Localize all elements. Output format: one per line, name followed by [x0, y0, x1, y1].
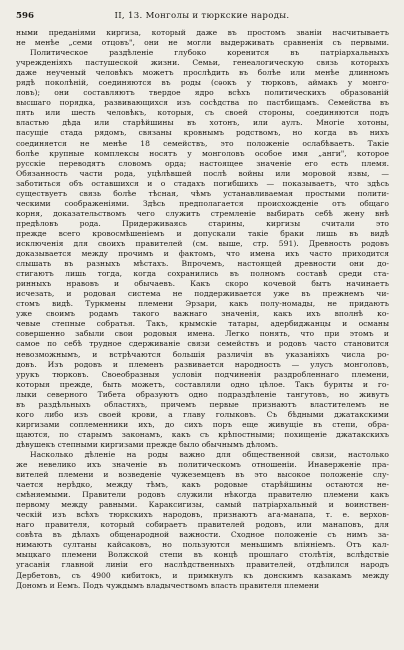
- text-line: же невелико ихъ значеніе въ политическомъ отношеніи. Инаверженіе пра-: [16, 460, 389, 470]
- text-line: исчезать, и родовая система не поддерживается уже въ прежнемъ чи-: [16, 289, 389, 299]
- text-line: не менѣе „семи отцовъ", они не могли выдерживать сравненія съ первыми.: [16, 38, 389, 48]
- text-line: ными преданіями киргиза, который даже въ простомъ званіи насчитываетъ: [16, 28, 389, 37]
- body-text: [16, 28, 389, 591]
- text-line: которыя прежде, быть можетъ, составляли одно цѣлое. Такъ буряты и го-: [16, 379, 389, 389]
- text-line: Дономъ и Еемъ. Подъ чуждымъ владычествомъ власть правителя племени: [16, 580, 320, 590]
- text-line: существуетъ связь болѣе тѣсная, чѣмъ устанавливаемая простыми полити-: [16, 188, 389, 198]
- text-line: Дербетовъ, съ 4900 кибитокъ, и примкнулъ къ донскимъ казакамъ между: [16, 570, 389, 580]
- text-line: вителей племени и возведеніе чужеземцевъ въ это высокое положеніе слу-: [16, 470, 389, 480]
- text-line: Обязанность части рода, уцѣлѣвшей послѣ войны или моровой язвы, —: [16, 168, 389, 178]
- text-line: корня, доказательствомъ чего служитъ стремленіе выбирать себѣ жену внѣ: [16, 208, 389, 218]
- text-line: совершенно забыли свои родовыя имена. Легко понять, что при этомъ и: [16, 329, 389, 339]
- text-line: урукъ тюрковъ. Своеобразныя условія подчиненія раздробленнаго племени,: [16, 369, 389, 379]
- text-line: рядѣ поколѣній, соединяются въ роды (сѳокъ у тюрковъ, аймакъ у монго-: [16, 78, 389, 88]
- text-line: Политическое раздѣленіе глубоко коренится въ патріархальныхъ: [30, 48, 389, 58]
- text-line: высшаго порядка, развивающихся изъ сосѣдства по пастбищамъ. Семейства въ: [16, 98, 389, 108]
- text-line: ловъ); они составляютъ твердое ядро всѣхъ политическихъ образованій: [16, 88, 389, 98]
- running-title: II, 13. Монголы и тюркские народы.: [114, 11, 290, 21]
- page-number: 596: [16, 11, 34, 21]
- text-line: невозможнымъ, и встрѣчаются большія различія въ указаніяхъ числа ро-: [16, 349, 389, 359]
- text-line: прежде всего кровосмѣшеніемъ и допускали такіе браки лишь въ видѣ: [16, 228, 389, 238]
- text-line: угасанія главной линіи его наслѣдственныхъ правителей, отдѣлился народъ: [16, 560, 389, 570]
- text-line: совѣта въ дѣлахъ общенародной важности. Сходное положеніе съ нимъ за-: [16, 530, 389, 540]
- text-line: уже своимъ родамъ такого важнаго значенія, какъ ихъ вполнѣ ко-: [16, 309, 389, 319]
- text-line: учрежденіяхъ пастушеской жизни. Семьи, генеалогическую связь которыхъ: [16, 58, 389, 68]
- text-line: доказывается между прочимъ и фактомъ, что имена ихъ часто приходится: [16, 249, 389, 259]
- text-line: дѣвушекъ степными киргизами прежде было обычнымъ дѣломъ.: [16, 439, 279, 449]
- text-line: чевые степные собратья. Такъ, крымскіе татары, адербиджанцы и османы: [16, 319, 389, 329]
- page-header: [16, 11, 388, 25]
- text-line: киргизами соплеменники ихъ, до сихъ поръ еще живущіе въ степи, обра-: [16, 419, 389, 429]
- text-line: наго правителя, который собираетъ правителей родовъ, или манаповъ, для: [16, 520, 389, 530]
- text-line: Насколько дѣленіе на роды важно для общественной связи, настолько: [30, 449, 389, 459]
- text-line: пасущіе стада рядомъ, связаны кровнымъ родствомъ, но когда въ нихъ: [16, 128, 389, 138]
- text-line: ческими соображеніями. Здѣсь предполагается происхожденіе отъ общаго: [16, 198, 389, 208]
- text-line: чается нерѣдко, между тѣмъ, какъ родовые старѣйшины остаются не-: [16, 480, 389, 490]
- text-line: ринныхъ нравовъ и обычаевъ. Какъ скоро кочевой бытъ начинаетъ: [16, 279, 389, 289]
- text-line: слышать въ разныхъ мѣстахъ. Впрочемъ, настоящей древности они до-: [16, 259, 389, 269]
- text-line: мыцкаго племени Волжской степи въ концѣ прошлаго столѣтія, вслѣдствіе: [16, 550, 389, 560]
- text-line: соединяется не менѣе 18 семействъ, это положеніе ослабѣваетъ. Такіе: [16, 138, 389, 148]
- text-line: даже неученый человѣкъ можетъ прослѣдить въ болѣе или менѣе длинномъ: [16, 68, 389, 78]
- text-line: ческій изъ всѣхъ тюркскихъ народовъ, признаютъ ага-манапа, т. е. верхов-: [16, 510, 389, 520]
- text-line: въ раздѣльныхъ областяхъ, причемъ первые признаютъ властителемъ не: [16, 399, 389, 409]
- text-line: стигаютъ лишь тогда, когда сохранились въ полномъ составѣ среди ста-: [16, 269, 389, 279]
- text-line: русскіе переводятъ словомъ орда; настоящее значеніе его есть племя.: [16, 158, 389, 168]
- text-line: лыки северного Тибета образуютъ одно подраздѣленіе тангутовъ, но живутъ: [16, 389, 389, 399]
- text-line: довъ. Изъ родовъ и племенъ развивается народность — улусъ монголовъ,: [16, 359, 389, 369]
- text-line: исключенія для своихъ правителей (см. выше, стр. 591). Древность родовъ: [16, 238, 389, 248]
- text-line: кого либо изъ своей крови, а главу голыковъ. Съ бѣдными джатакскими: [16, 409, 389, 419]
- text-line: властью дѣда или старѣйшины въ хотонъ, или аулъ. Многіе хотоны,: [16, 118, 389, 128]
- text-line: щаются, по старымъ законамъ, какъ съ крѣпостными; похищеніе джатакскихъ: [16, 429, 389, 439]
- text-line: пять или шесть человѣкъ, которыя, съ своей стороны, соединяются подъ: [16, 108, 389, 118]
- text-line: самое по себѣ трудное сдерживаніе связи семействъ и родовъ часто становится: [16, 339, 389, 349]
- text-line: предѣловъ рода. Придерживаясь старины, киргизы считали это: [16, 218, 389, 228]
- text-line: нимаютъ султаны кайсаковъ, но пользуются меньшимъ вліяніемъ. Отъ кал-: [16, 540, 389, 550]
- text-line: болѣе крупные комплексы носятъ у монголовъ особое имя „анги", которое: [16, 148, 389, 158]
- text-line: заботиться объ оставшихся и о стадахъ погибшихъ — показываетъ, что здѣсь: [16, 178, 389, 188]
- text-line: смѣняемыми. Правители родовъ служили нѣкогда правителю племени какъ: [16, 490, 389, 500]
- text-line: первому между равными. Караксигизы, самый патріархальный и воинствен-: [16, 500, 389, 510]
- text-line: стомъ видѣ. Туркмены племени Эрзари, какъ полу-номады, не придаютъ: [16, 299, 389, 309]
